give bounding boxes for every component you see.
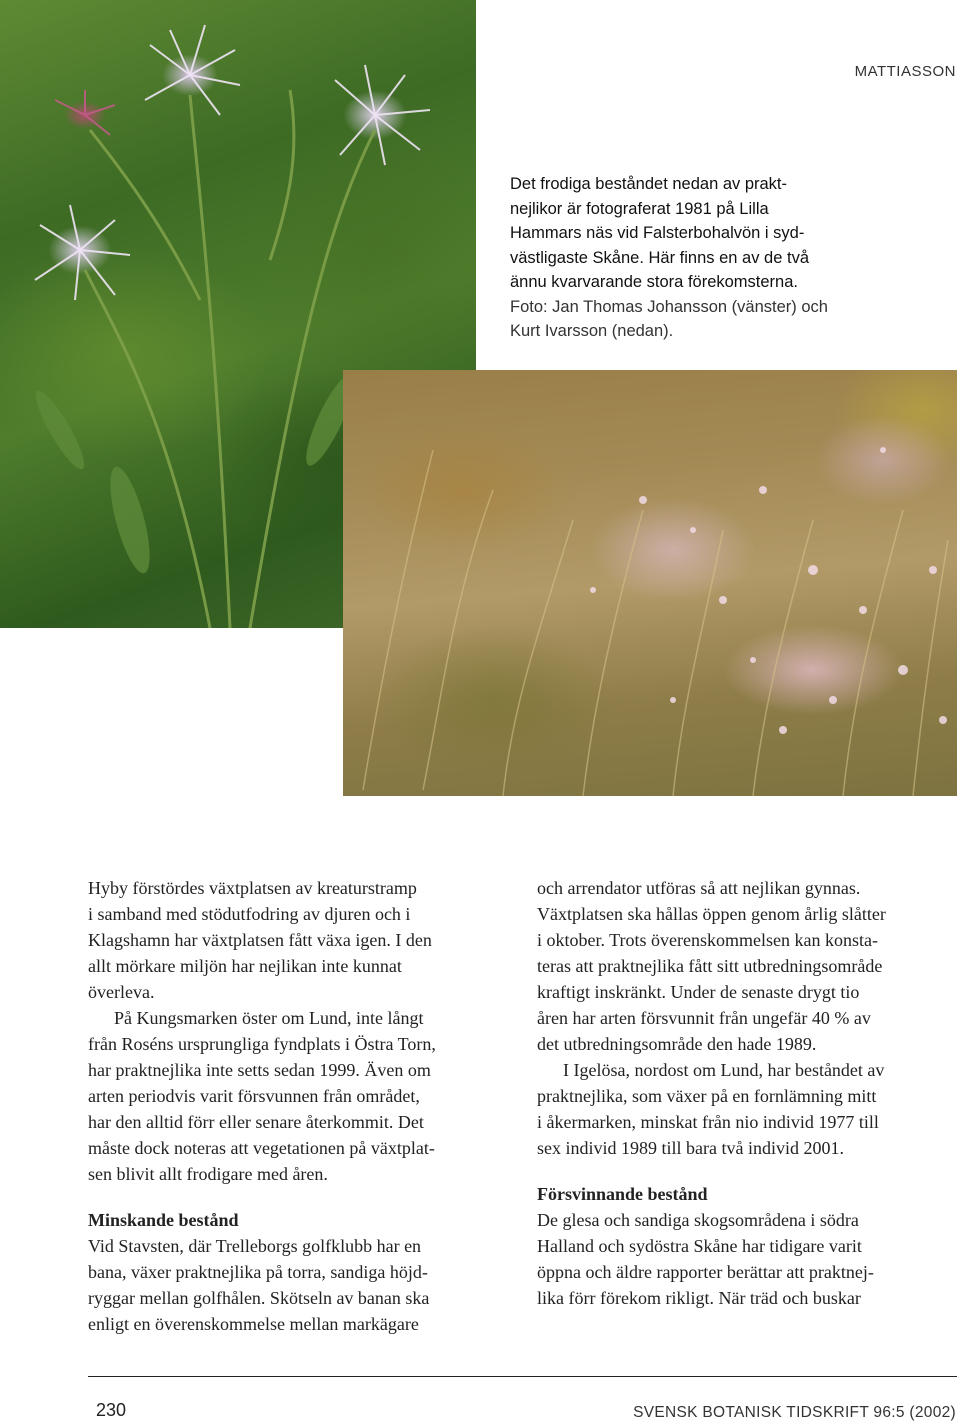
body-line: I Igelösa, nordost om Lund, har beståndet av (563, 1060, 885, 1080)
body-line: överleva. (88, 982, 155, 1002)
body-line: allt mörkare miljön har nejlikan inte kunnat (88, 956, 402, 976)
body-line: i samband med stödutfodring av djuren och i (88, 904, 411, 924)
body-line: har praktnejlika inte setts sedan 1999. Även om (88, 1060, 431, 1080)
running-head: MATTIASSON (854, 63, 956, 80)
body-line: har den alltid förr eller senare återkommit. Det (88, 1112, 424, 1132)
body-line: bana, växer praktnejlika på torra, sandiga höjd- (88, 1262, 428, 1282)
body-line: sex individ 1989 till bara två individ 2001. (537, 1138, 844, 1158)
body-line: På Kungsmarken öster om Lund, inte långt (114, 1008, 424, 1028)
body-line: Vid Stavsten, där Trelleborgs golfklubb har en (88, 1236, 422, 1256)
section-heading: Försvinnande bestånd (537, 1184, 708, 1204)
caption-line: Det frodiga beståndet nedan av prakt- (510, 175, 788, 193)
body-line: från Roséns ursprungliga fyndplats i Östra Torn, (88, 1034, 436, 1054)
caption-line: västligaste Skåne. Här finns en av de två (510, 248, 809, 267)
body-line: arten periodvis varit försvunnen från området, (88, 1086, 420, 1106)
body-line: Växtplatsen ska hållas öppen genom årlig slåtter (537, 904, 886, 924)
body-line: öppna och äldre rapporter berättar att praktnej- (537, 1262, 874, 1282)
body-line: kraftigt inskränkt. Under de senaste drygt tio (537, 982, 860, 1002)
body-line: ryggar mellan golfhålen. Skötseln av banan ska (88, 1288, 430, 1308)
journal-name: SVENSK BOTANISK TIDSKRIFT 96:5 (2002) (633, 1404, 956, 1421)
body-line: teras att praktnejlika fått sitt utbredningsområde (537, 956, 883, 976)
body-line: Halland och sydöstra Skåne har tidigare varit (537, 1236, 862, 1256)
photo-meadow (343, 370, 957, 796)
caption-line: ännu kvarvarande stora förekomsterna. (510, 273, 798, 291)
body-line: enligt en överenskommelse mellan markägare (88, 1314, 419, 1334)
body-line: och arrendator utföras så att nejlikan gynnas. (537, 878, 861, 898)
text-column-right (537, 875, 959, 1311)
body-line: lika förr förekom rikligt. När träd och buskar (537, 1288, 861, 1308)
body-line: Hyby förstördes växtplatsen av kreaturstramp (88, 878, 417, 898)
body-line: det utbredningsområde den hade 1989. (537, 1034, 817, 1054)
body-line: i oktober. Trots överenskommelsen kan konsta- (537, 930, 878, 950)
caption-credit-line: Foto: Jan Thomas Johansson (vänster) och (510, 297, 828, 316)
body-line: måste dock noteras att vegetationen på växtplat- (88, 1138, 435, 1158)
body-line: åren har arten försvunnit från ungefär 40 % av (537, 1008, 871, 1028)
caption-line: nejlikor är fotograferat 1981 på Lilla (510, 199, 769, 218)
footer-rule (88, 1376, 957, 1377)
caption-credit-line: Kurt Ivarsson (nedan). (510, 322, 674, 340)
body-line: De glesa och sandiga skogsområdena i södra (537, 1210, 859, 1230)
caption-line: Hammars näs vid Falsterbohalvön i syd- (510, 224, 805, 242)
meadow-grass-illustration (343, 370, 957, 796)
body-line: praktnejlika, som växer på en fornlämning mitt (537, 1086, 877, 1106)
body-line: i åkermarken, minskat från nio individ 1977 till (537, 1112, 879, 1132)
body-line: Klagshamn har växtplatsen fått växa igen. I den (88, 930, 432, 950)
section-heading: Minskande bestånd (88, 1210, 239, 1230)
body-line: sen blivit allt frodigare med åren. (88, 1164, 328, 1184)
text-column-left (88, 875, 508, 1337)
page-number: 230 (96, 1400, 127, 1420)
photo-caption (510, 172, 910, 344)
